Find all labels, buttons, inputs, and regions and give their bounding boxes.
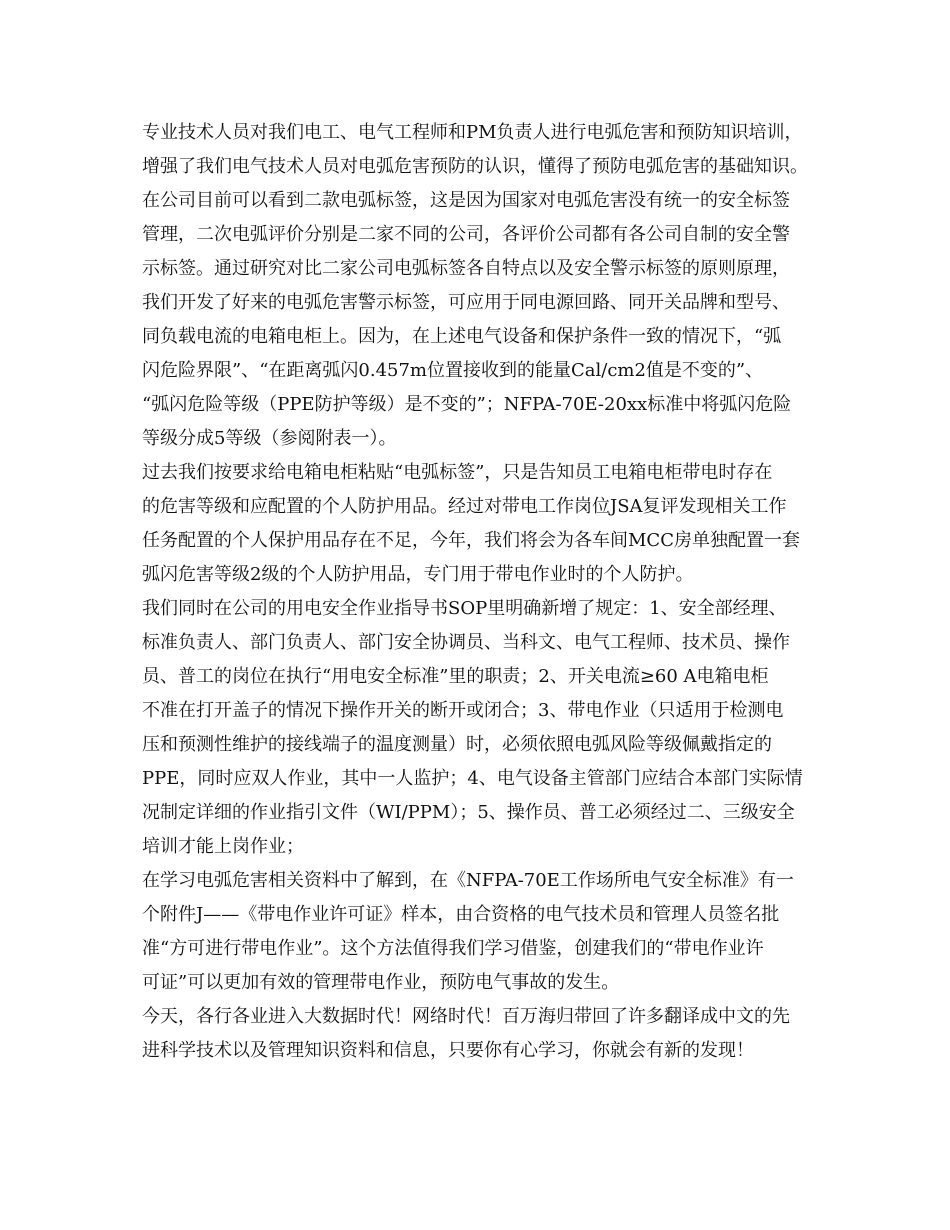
text-line: PPE，同时应双人作业，其中一人监护；4、电气设备主管部门应结合本部门实际情: [142, 768, 803, 789]
text-line: 员、普工的岗位在执行“用电安全标准”里的职责；2、开关电流≥60 A电箱电柜: [142, 666, 769, 687]
text-line: 增强了我们电气技术人员对电弧危害预防的认识，懂得了预防电弧危害的基础知识。: [142, 156, 808, 177]
text-line: 同负载电流的电箱电柜上。因为，在上述电气设备和保护条件一致的情况下，“弧: [142, 326, 782, 347]
text-line: 闪危险界限”、“在距离弧闪0.457m位置接收到的能量Cal/cm2值是不变的”、: [142, 360, 764, 381]
text-line: 况制定详细的作业指引文件（WI/PPM）；5、操作员、普工必须经过二、三级安全: [142, 802, 795, 823]
text-line: 进科学技术以及管理知识资料和信息，只要你有心学习，你就会有新的发现！: [142, 1040, 754, 1061]
text-line: 个附件J——《带电作业许可证》样本，由合资格的电气技术员和管理人员签名批: [142, 904, 780, 925]
text-line: 培训才能上岗作业；: [142, 836, 304, 857]
text-line: 等级分成5等级（参阅附表一）。: [142, 428, 397, 449]
text-line: 标准负责人、部门负责人、部门安全协调员、当科文、电气工程师、技术员、操作: [142, 632, 790, 653]
text-line: 任务配置的个人保护用品存在不足，今年，我们将会为各车间MCC房单独配置一套: [142, 530, 800, 551]
text-line: 可证”可以更加有效的管理带电作业，预防电气事故的发生。: [142, 972, 620, 993]
text-line: 管理，二次电弧评价分别是二家不同的公司，各评价公司都有各公司自制的安全警: [142, 224, 790, 245]
text-line: 准“方可进行带电作业”。这个方法值得我们学习借鉴，创建我们的“带电作业许: [142, 938, 764, 959]
text-line: 专业技术人员对我们电工、电气工程师和PM负责人进行电弧危害和预防知识培训，: [142, 122, 803, 143]
text-line: 今天，各行各业进入大数据时代！网络时代！百万海归带回了许多翻译成中文的先: [142, 1006, 790, 1027]
text-line: 在学习电弧危害相关资料中了解到，在《NFPA-70E工作场所电气安全标准》有一: [142, 870, 794, 891]
text-line: 过去我们按要求给电箱电柜粘贴“电弧标签”，只是告知员工电箱电柜带电时存在: [142, 462, 773, 483]
text-line: 我们同时在公司的用电安全作业指导书SOP里明确新增了规定：1、安全部经理、: [142, 598, 787, 619]
text-line: 压和预测性维护的接线端子的温度测量）时，必须依照电弧风险等级佩戴指定的: [142, 734, 772, 755]
text-line: “弧闪危险等级（PPE防护等级）是不变的”；NFPA-70E-20xx标准中将弧闪危险: [142, 394, 792, 415]
text-line: 在公司目前可以看到二款电弧标签，这是因为国家对电弧危害没有统一的安全标签: [142, 190, 790, 211]
text-line: 我们开发了好来的电弧危害警示标签，可应用于同电源回路、同开关品牌和型号、: [142, 292, 790, 313]
text-line: 不准在打开盖子的情况下操作开关的断开或闭合；3、带电作业（只适用于检测电: [142, 700, 784, 721]
text-line: 弧闪危害等级2级的个人防护用品，专门用于带电作业时的个人防护。: [142, 564, 694, 585]
text-line: 示标签。通过研究对比二家公司电弧标签各自特点以及安全警示标签的原则原理，: [142, 258, 790, 279]
text-line: 的危害等级和应配置的个人防护用品。经过对带电工作岗位JSA复评发现相关工作: [142, 496, 787, 517]
document-body: [142, 116, 812, 1068]
